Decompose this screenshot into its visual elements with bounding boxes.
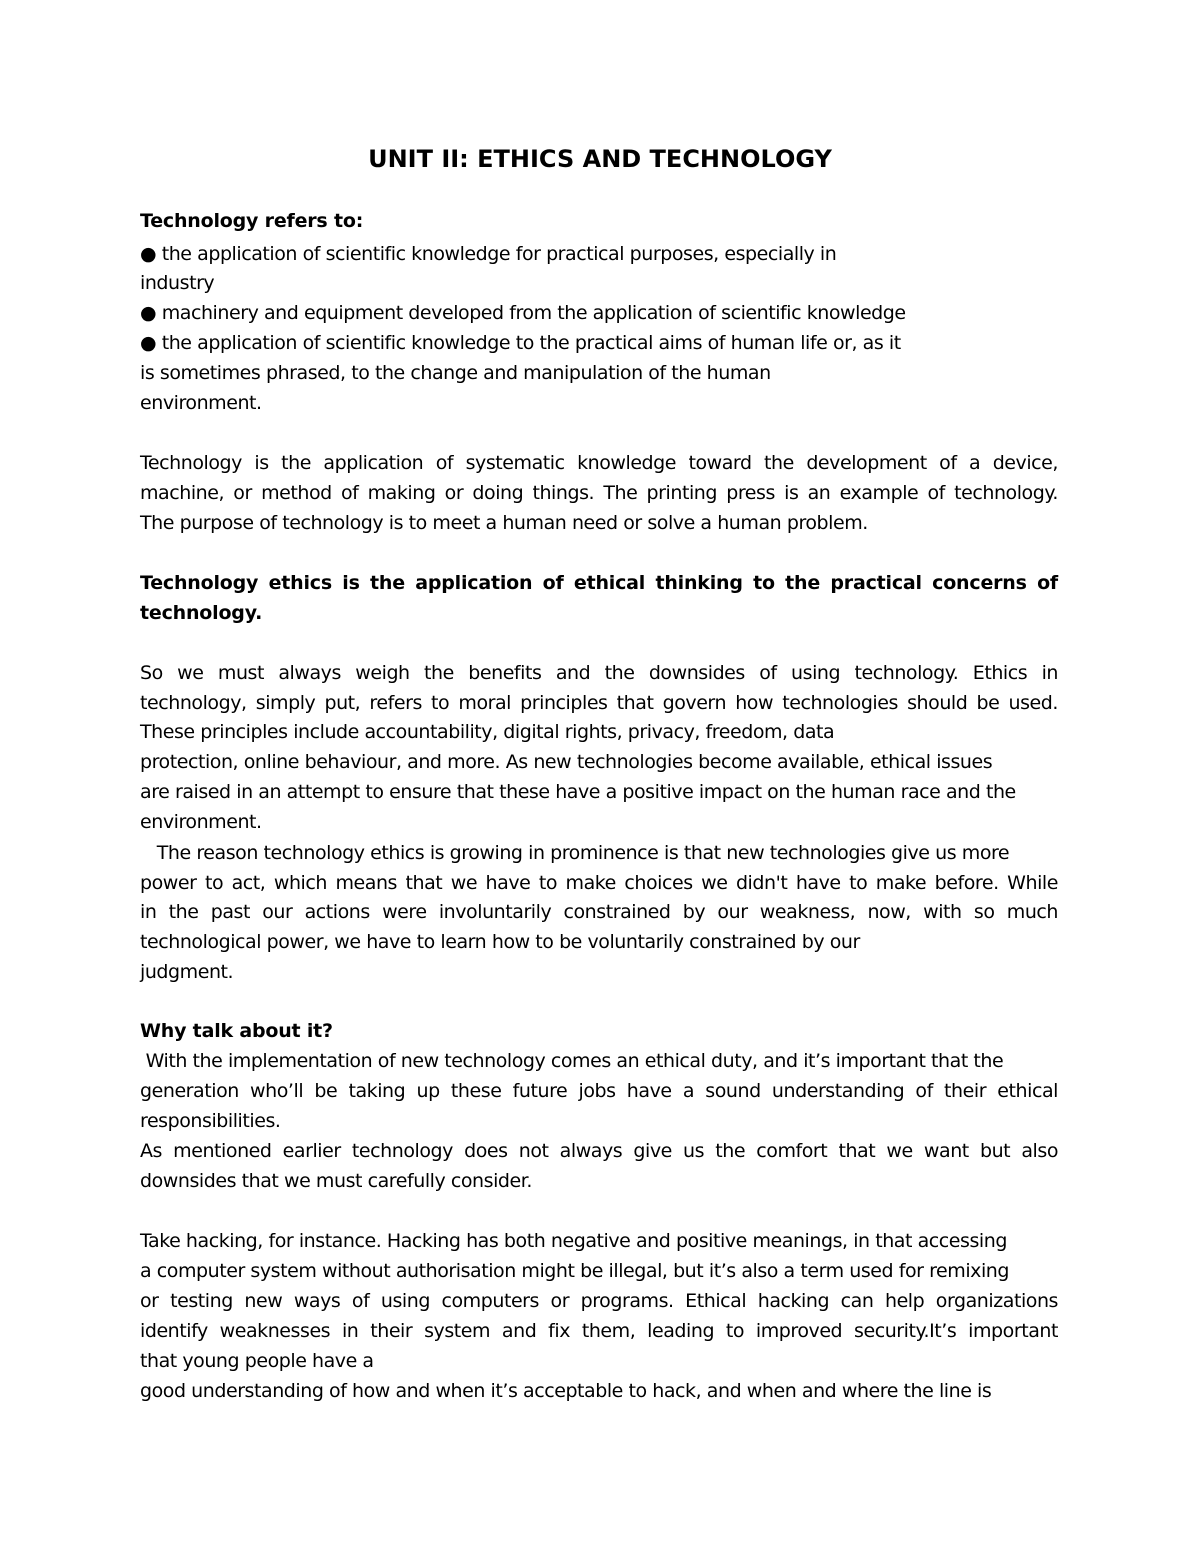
- text-line: With the implementation of new technology comes an ethical duty, and it’s important that the: [140, 1050, 1004, 1072]
- text-line: Take hacking, for instance. Hacking has both negative and positive meanings, in that accessing: [140, 1230, 1007, 1252]
- text-line: are raised in an attempt to ensure that these have a positive impact on the human race and the: [140, 781, 1016, 803]
- text-line: environment.: [140, 392, 262, 414]
- bullet-line: ● machinery and equipment developed from the application of scientific knowledge: [140, 302, 906, 324]
- text-line: judgment.: [140, 961, 234, 983]
- bullet-line: ● the application of scientific knowledge to the practical aims of human life or, as it: [140, 332, 901, 354]
- text-line: a computer system without authorisation might be illegal, but it’s also a term used for remixing: [140, 1260, 1009, 1282]
- page-title: UNIT II: ETHICS AND TECHNOLOGY: [368, 145, 832, 173]
- text-line: technological power, we have to learn how to be voluntarily constrained by our: [140, 931, 860, 953]
- bullet-line: ● the application of scientific knowledge for practical purposes, especially in: [140, 243, 837, 265]
- section-heading: Technology refers to:: [140, 210, 364, 232]
- text-line: The reason technology ethics is growing in prominence is that new technologies give us more: [140, 842, 1010, 864]
- text-line: or testing new ways of using computers or programs. Ethical hacking can help organizations: [140, 1290, 1058, 1312]
- text-line: downsides that we must carefully consider.: [140, 1170, 532, 1192]
- text-line: is sometimes phrased, to the change and manipulation of the human: [140, 362, 771, 384]
- text-line: in the past our actions were involuntarily constrained by our weakness, now, with so much: [140, 901, 1058, 923]
- text-line: machine, or method of making or doing things. The printing press is an example of technology.: [140, 482, 1058, 504]
- text-line: responsibilities.: [140, 1110, 281, 1132]
- text-line: identify weaknesses in their system and fix them, leading to improved security.It’s important: [140, 1320, 1058, 1342]
- section-heading: Why talk about it?: [140, 1020, 333, 1042]
- text-line: generation who’ll be taking up these future jobs have a sound understanding of their ethical: [140, 1080, 1058, 1102]
- text-line: technology, simply put, refers to moral principles that govern how technologies should be used.: [140, 692, 1058, 714]
- bold-statement: Technology ethics is the application of ethical thinking to the practical concerns of: [140, 572, 1058, 594]
- text-line: These principles include accountability, digital rights, privacy, freedom, data: [140, 721, 835, 743]
- text-line: As mentioned earlier technology does not always give us the comfort that we want but also: [140, 1140, 1058, 1162]
- text-line: that young people have a: [140, 1350, 374, 1372]
- text-line: So we must always weigh the benefits and the downsides of using technology. Ethics in: [140, 662, 1058, 684]
- text-line: protection, online behaviour, and more. As new technologies become available, ethical issues: [140, 751, 993, 773]
- text-line: good understanding of how and when it’s acceptable to hack, and when and where the line is: [140, 1380, 992, 1402]
- text-line: power to act, which means that we have to make choices we didn't have to make before. While: [140, 872, 1058, 894]
- text-line: environment.: [140, 811, 262, 833]
- text-line: industry: [140, 272, 215, 294]
- text-line: Technology is the application of systematic knowledge toward the development of a device,: [140, 452, 1058, 474]
- bold-statement: technology.: [140, 602, 263, 624]
- text-line: The purpose of technology is to meet a human need or solve a human problem.: [140, 512, 868, 534]
